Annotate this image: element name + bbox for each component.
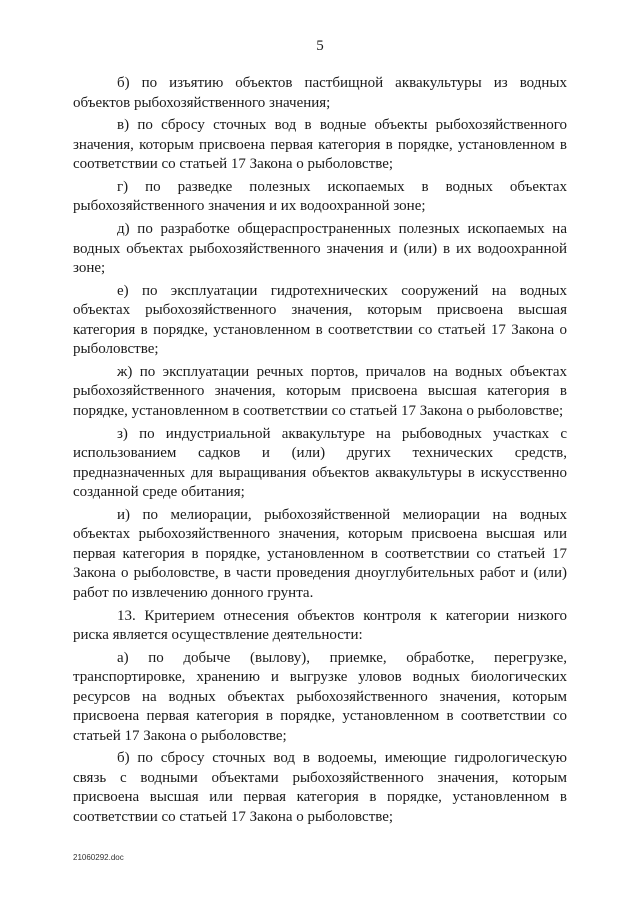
paragraph-item-b-wastewater: б) по сбросу сточных вод в водоемы, имеющие гидрологическую связь с водными объектами рыбохозяйственного значения, которым присвоена высшая или первая категория в порядке, установленном в соответствии со статьей 17 Закона о рыболовстве;	[73, 750, 567, 825]
footer-filename: 21060292.doc	[73, 853, 124, 862]
document-body	[73, 74, 567, 831]
paragraph-item-a-fishing: а) по добыче (вылову), приемке, обработке, перегрузке, транспортировке, хранению и выгрузке уловов водных биологических ресурсов на водных объектах рыбохозяйственного значения, которым присвоена первая категория в порядке, установленном в соответствии со статьей 17 Закона о рыболовстве;	[73, 649, 567, 744]
paragraph-section-13: 13. Критерием отнесения объектов контроля к категории низкого риска является осуществление деятельности:	[73, 607, 567, 643]
paragraph-item-e-hydrotechnical: е) по эксплуатации гидротехнических сооружений на водных объектах рыбохозяйственного значения, которым присвоена высшая категория в порядке, установленном в соответствии со статьей 17 Закона о рыболовстве;	[73, 282, 567, 358]
page-number: 5	[316, 38, 324, 54]
paragraph-item-v-wastewater: в) по сбросу сточных вод в водные объекты рыбохозяйственного значения, которым присвоена первая категория в порядке, установленном в соответствии со статьей 17 Закона о рыболовстве;	[73, 117, 567, 173]
paragraph-item-g-exploration: г) по разведке полезных ископаемых в водных объектах рыбохозяйственного значения и их водоохранной зоне;	[73, 178, 567, 215]
paragraph-item-i-melioration: и) по мелиорации, рыбохозяйственной мелиорации на водных объектах рыбохозяйственного значения, которым присвоена высшая или первая категория в порядке, установленном в соответствии со статьей 17 Закона о рыболовстве, в части проведения дноуглубительных работ и (или) работ по извлечению донного грунта.	[73, 506, 567, 601]
paragraph-item-b-removal: б) по изъятию объектов пастбищной аквакультуры из водных объектов рыбохозяйственного значения;	[73, 75, 567, 111]
paragraph-item-zh-river-ports: ж) по эксплуатации речных портов, причалов на водных объектах рыбохозяйственного значения, которым присвоена высшая категория в порядке, установленном в соответствии со статьей 17 Закона о рыболовстве;	[73, 363, 567, 419]
paragraph-item-d-mining: д) по разработке общераспространенных полезных ископаемых на водных объектах рыбохозяйственного значения и (или) в их водоохранной зоне;	[73, 221, 567, 277]
paragraph-item-z-aquaculture: з) по индустриальной аквакультуре на рыбоводных участках с использованием садков и (или) других технических средств, предназначенных для выращивания объектов аквакультуры в искусственно созданной среде обитания;	[73, 425, 567, 501]
